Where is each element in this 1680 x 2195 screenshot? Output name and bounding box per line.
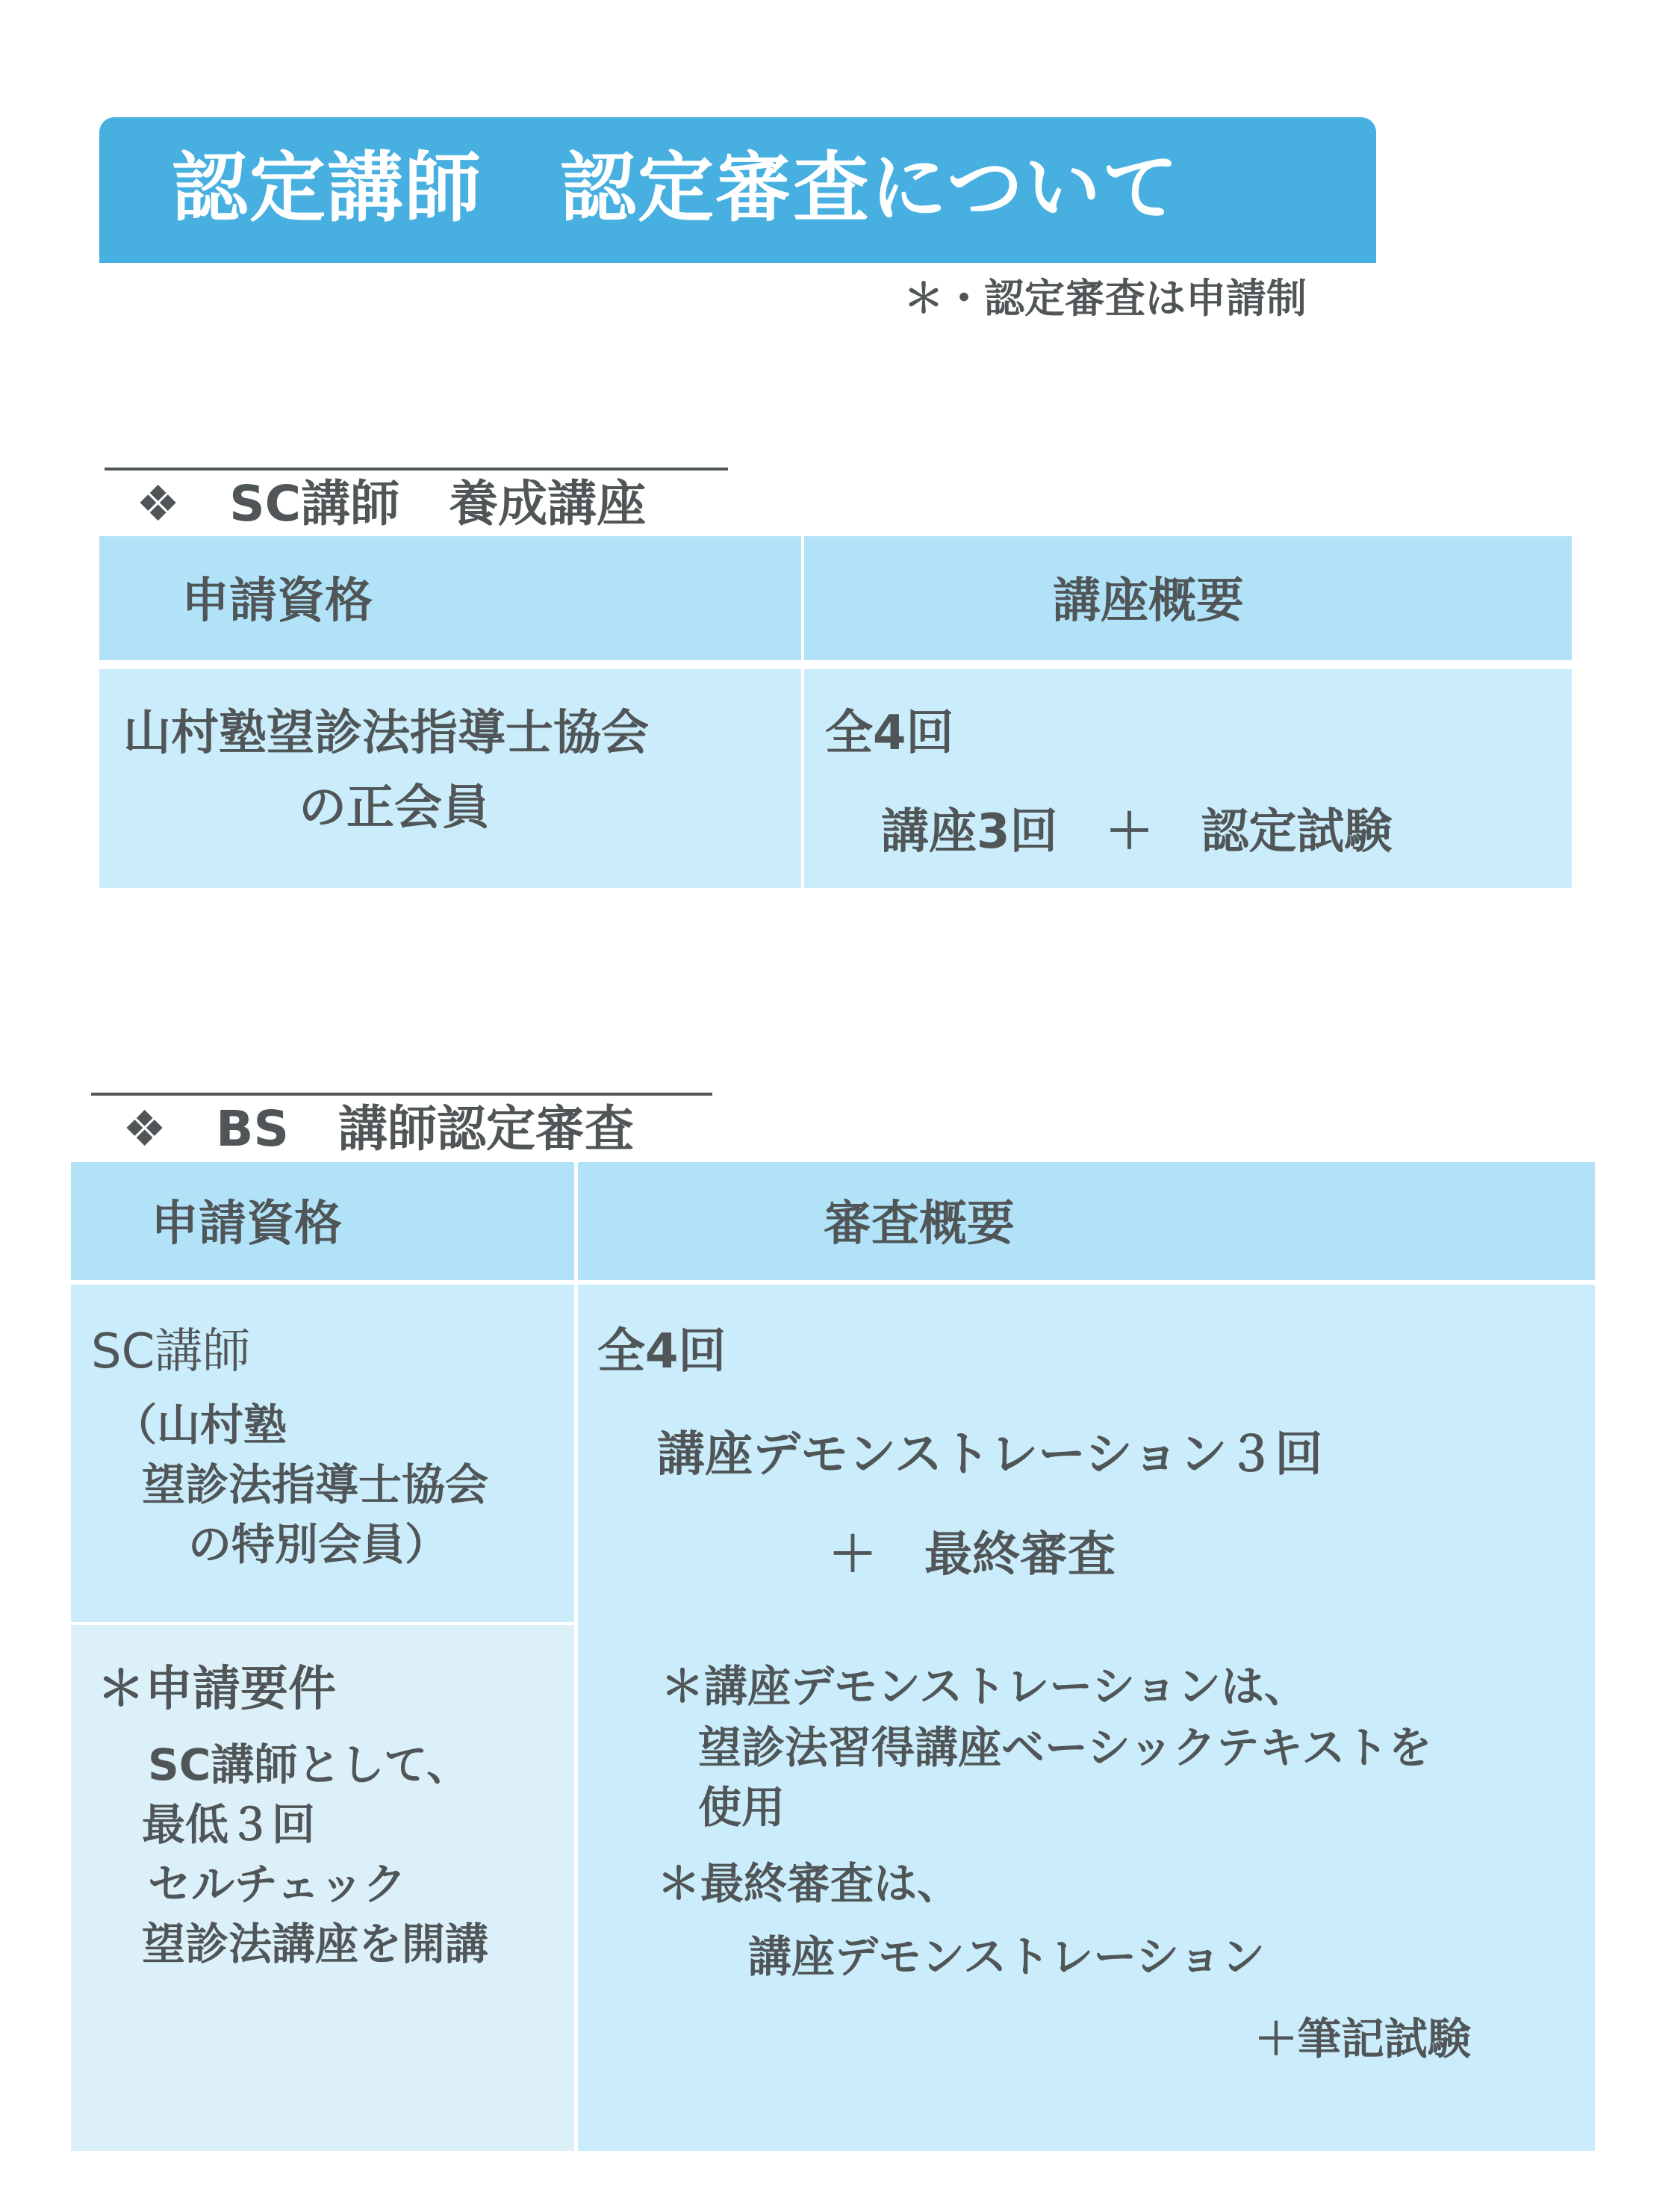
table2-header-qualification-label: 申請資格 (151, 1196, 342, 1252)
table2-overview-line1: 全4回 (597, 1324, 727, 1379)
table1-overview-line1: 全4回 (825, 706, 954, 761)
table2-note1-line1: ＊講座デモンストレーションは、 (661, 1661, 1307, 1712)
table1-header-qualification-label: 申請資格 (181, 574, 373, 629)
table2-requirements-title: ＊申請要件 (97, 1662, 336, 1717)
table2-header-overview (578, 1162, 1595, 1280)
table1-qualification-line1: 山村塾望診法指導士協会 (123, 706, 649, 761)
table2-note2-line1: ＊最終審査は、 (657, 1858, 961, 1909)
table2-note2-line3: ＋筆記試験 (1254, 2014, 1472, 2064)
section-heading-sc (105, 403, 728, 533)
table2-requirements-line4: 望診法講座を開講 (142, 1919, 489, 1969)
table2-note2-line2: 講座デモンストレーション (748, 1931, 1265, 1982)
page-title: 認定講師 認定審査について (172, 144, 1180, 233)
table2-requirements-line1: SC講師として、 (148, 1739, 470, 1790)
table2-qualification-line4: の特別会員） (188, 1519, 449, 1570)
table2-note1-line3: 使用 (698, 1782, 785, 1833)
table1-overview-line2: 講座3回 ＋ 認定試験 (881, 804, 1393, 860)
section-heading-bs (91, 1028, 712, 1158)
table2-qualification-line3: 望診法指導士協会 (142, 1459, 489, 1510)
section-heading-bs-text: BS 講師認定審査 (216, 1100, 634, 1158)
table2-overview-line2: 講座デモンストレーション３回 (657, 1427, 1323, 1483)
table2-qualification-line2: （山村塾 (113, 1400, 287, 1450)
table1-header-overview-label: 講座概要 (1053, 574, 1244, 629)
table2-qualification-line1: SC講師 (91, 1324, 251, 1379)
table2-overview-line3: ＋ 最終審査 (829, 1527, 1116, 1583)
table1-qualification-line2: の正会員 (299, 780, 490, 836)
diamond-bullet-icon: ❖ (135, 475, 181, 533)
table2-note1-line2: 望診法習得講座ベーシックテキストを (698, 1722, 1432, 1773)
table2-header-overview-label: 審査概要 (824, 1196, 1015, 1252)
diamond-bullet-icon: ❖ (122, 1100, 167, 1158)
application-note: ＊・認定審査は申請制 (903, 275, 1307, 322)
table2-requirements-line2: 最低３回 (142, 1799, 316, 1850)
table2-requirements-line3: セルチェック (148, 1859, 407, 1910)
section-heading-sc-text: SC講師 養成講座 (229, 475, 647, 533)
